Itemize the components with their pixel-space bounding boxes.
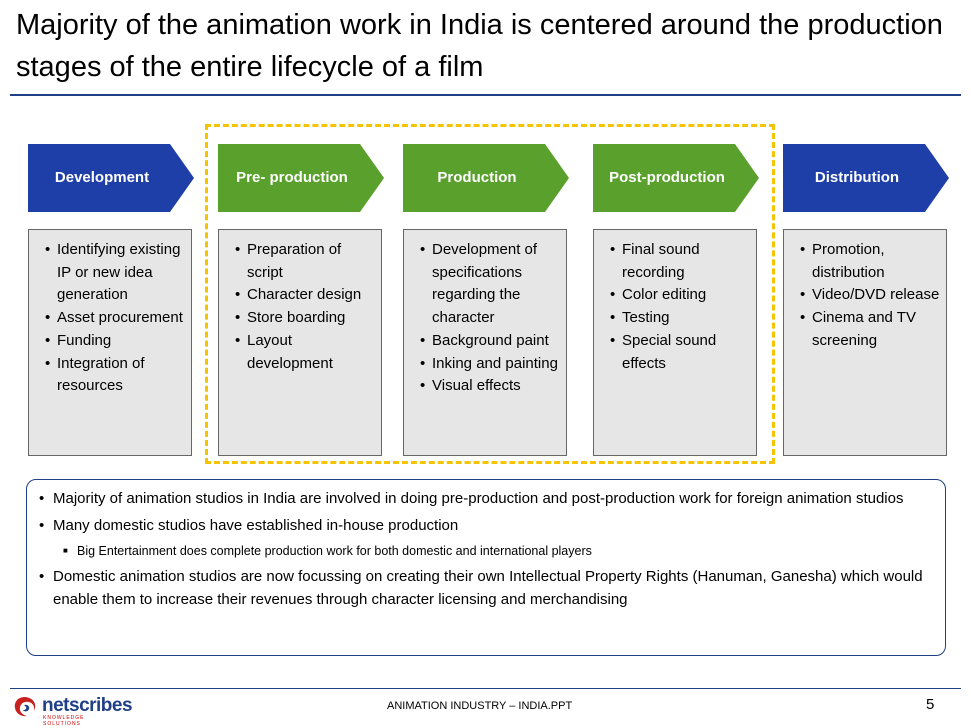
stage-detail-item: • Identifying existing IP or new idea generation <box>45 239 187 307</box>
stage-detail-box-1 <box>28 229 192 456</box>
stage-arrow-1 <box>28 144 194 212</box>
note-bullet: • Domestic animation studios are now focussing on creating their own Intellectual Property Rights (Hanuman, Ganesha) which would enable them to increase their revenues through character licensing and merchandising <box>39 565 935 611</box>
notes-box <box>26 479 946 656</box>
stage-detail-item: • Inking and painting <box>420 353 562 376</box>
stage-detail-item: • Final sound recording <box>610 239 752 284</box>
note-bullet: • Majority of animation studios in India are involved in doing pre-production and post-production work for foreign animation studios <box>39 487 935 510</box>
stage-detail-list <box>800 239 942 353</box>
stage-detail-item: • Color editing <box>610 284 752 307</box>
stage-detail-item: • Development of specifications regarding the character <box>420 239 562 330</box>
stage-detail-item: • Preparation of script <box>235 239 377 284</box>
footer-divider <box>10 688 961 689</box>
stage-label: Post-production <box>609 169 725 186</box>
stage-detail-item: • Special sound effects <box>610 330 752 375</box>
stage-detail-item: • Store boarding <box>235 307 377 330</box>
stage-arrow-5 <box>783 144 949 212</box>
stage-detail-item: • Funding <box>45 330 187 353</box>
title-divider <box>10 94 961 96</box>
stage-detail-item: • Video/DVD release <box>800 284 942 307</box>
stage-detail-box-5 <box>783 229 947 456</box>
note-bullet: • Many domestic studios have established in-house production <box>39 514 935 537</box>
footer-document-name: ANIMATION INDUSTRY – INDIA.PPT <box>387 700 573 712</box>
stage-label: Distribution <box>814 169 900 186</box>
stage-detail-box-2 <box>218 229 382 456</box>
stage-detail-item: • Background paint <box>420 330 562 353</box>
note-sub-bullet: ■ Big Entertainment does complete production work for both domestic and international players <box>39 541 935 561</box>
stage-detail-list <box>45 239 187 398</box>
stage-detail-item: • Layout development <box>235 330 377 375</box>
stage-detail-item: • Promotion, distribution <box>800 239 942 284</box>
stage-detail-box-3 <box>403 229 567 456</box>
stage-detail-item: • Testing <box>610 307 752 330</box>
logo-swirl-icon <box>12 695 38 719</box>
stage-detail-item: • Asset procurement <box>45 307 187 330</box>
stage-detail-list <box>420 239 562 398</box>
stage-arrow-3 <box>403 144 569 212</box>
stage-label: Development <box>54 169 150 186</box>
logo-tagline: KNOWLEDGE SOLUTIONS <box>43 715 85 727</box>
slide-title: Majority of the animation work in India is centered around the production stages of the entire lifecycle of a film <box>16 9 943 83</box>
stage-detail-list <box>235 239 377 375</box>
stage-detail-box-4 <box>593 229 757 456</box>
stage-label: Pre- production <box>236 169 348 186</box>
logo-text: netscribes <box>42 695 133 716</box>
stage-label: Production <box>437 169 517 186</box>
stage-detail-item: • Character design <box>235 284 377 307</box>
stage-arrow-4 <box>593 144 759 212</box>
stage-detail-item: • Cinema and TV screening <box>800 307 942 352</box>
page-number: 5 <box>926 696 935 713</box>
stage-arrow-2 <box>218 144 384 212</box>
stage-detail-list <box>610 239 752 375</box>
stage-detail-item: • Visual effects <box>420 375 562 398</box>
stage-detail-item: • Integration of resources <box>45 353 187 398</box>
netscribes-logo <box>12 695 133 727</box>
